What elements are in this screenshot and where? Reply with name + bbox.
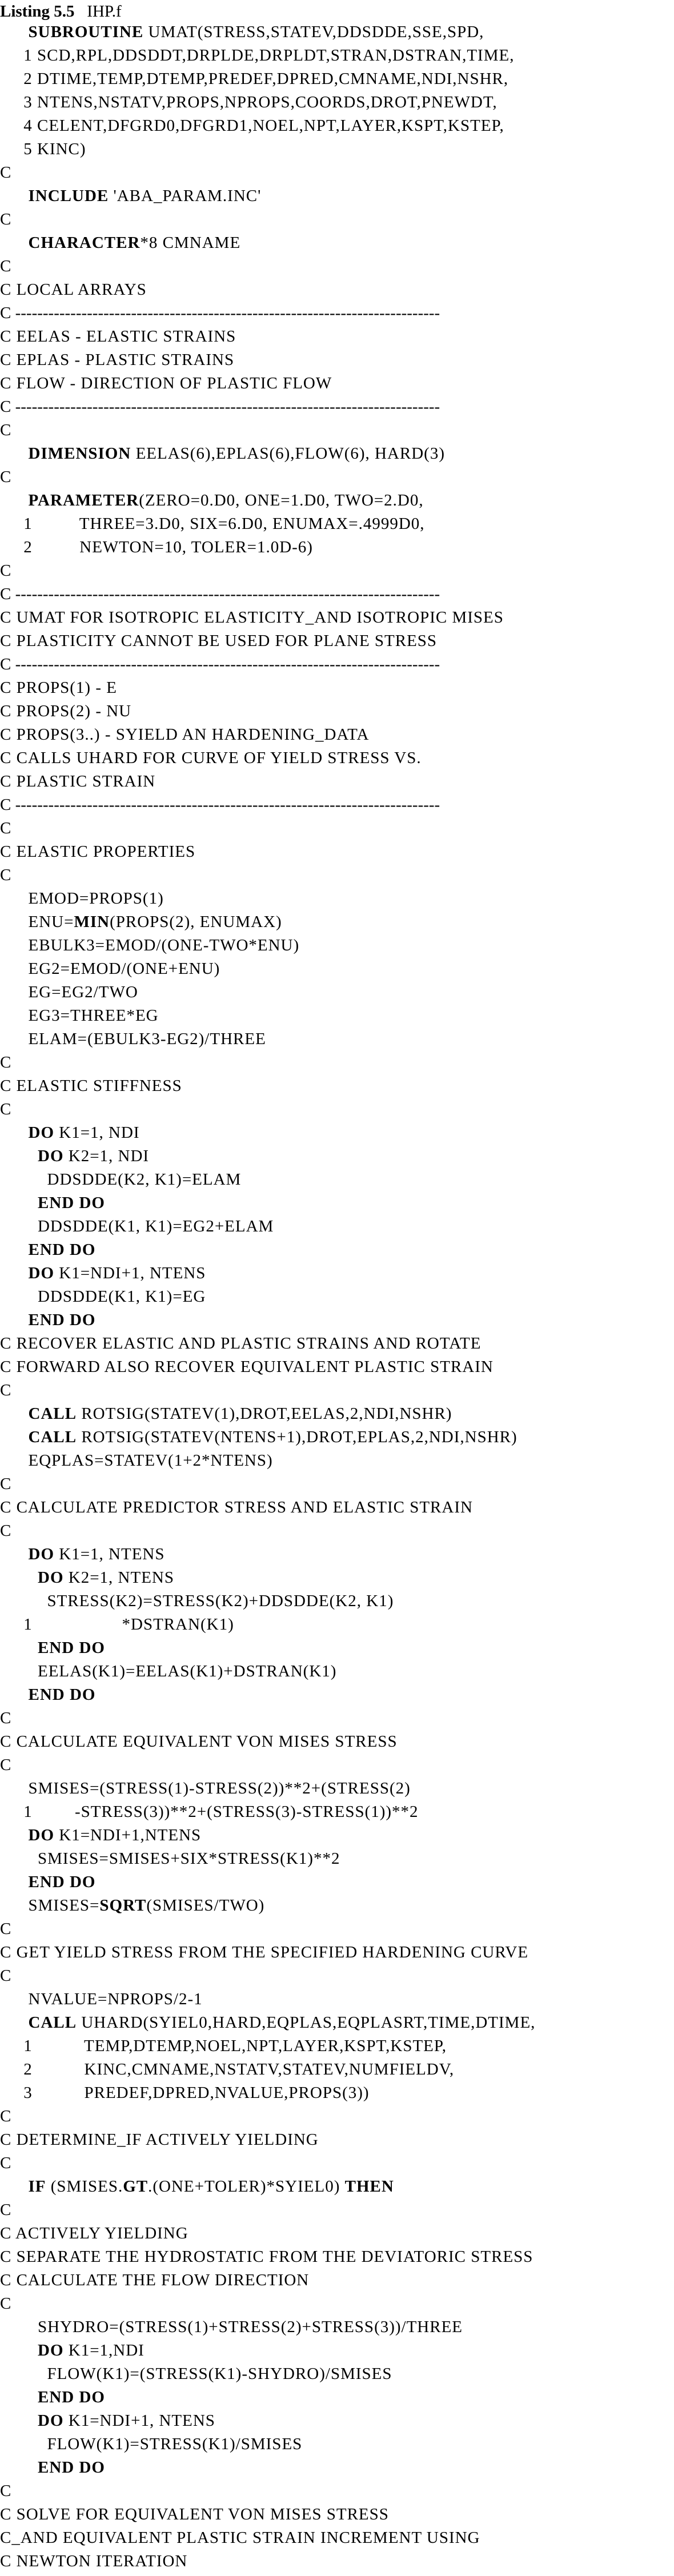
code-line	[0, 466, 11, 489]
code-keyword: DO	[28, 1124, 54, 1142]
listing-file-name: IHP.f	[87, 2, 122, 21]
code-text: C	[0, 421, 12, 439]
code-line	[0, 1707, 11, 1730]
code-line	[0, 2152, 11, 2175]
code-line	[0, 2081, 370, 2105]
code-text: K2=1, NDI	[63, 1147, 150, 1165]
code-text: 5 KINC)	[0, 140, 86, 158]
code-line	[0, 512, 425, 536]
code-line	[0, 536, 313, 559]
code-text: C LOCAL ARRAYS	[0, 280, 147, 299]
code-line	[0, 395, 440, 419]
code-line	[0, 1332, 481, 1355]
code-line	[0, 419, 11, 442]
code-keyword: DO	[28, 1826, 54, 1844]
code-line	[0, 1168, 241, 1191]
code-text: C SEPARATE THE HYDROSTATIC FROM THE DEVIATORIC STRESS	[0, 2248, 533, 2266]
code-text: C PROPS(3..) - SYIELD AN HARDENING_DATA	[0, 725, 370, 744]
code-text	[0, 1545, 29, 1563]
code-line	[0, 2503, 389, 2526]
code-line	[0, 2058, 454, 2081]
code-text: C ACTIVELY YIELDING	[0, 2224, 188, 2242]
code-line	[0, 1660, 336, 1683]
code-text: EG2=EMOD/(ONE+ENU)	[0, 960, 220, 978]
code-line	[0, 255, 11, 278]
code-line	[0, 67, 508, 91]
code-line	[0, 2362, 392, 2386]
code-line	[0, 1800, 419, 1824]
code-text	[0, 2458, 38, 2477]
code-text: C	[0, 2294, 12, 2313]
code-text: C	[0, 1053, 12, 1072]
code-line	[0, 2339, 145, 2362]
code-text: C -----------------------------------------------------------------------------	[0, 398, 440, 416]
code-line	[0, 629, 437, 653]
code-keyword: END DO	[28, 1311, 96, 1329]
code-line	[0, 2316, 463, 2339]
code-text: K1=NDI+1, NTENS	[63, 2412, 215, 2430]
code-keyword: CALL	[28, 1405, 77, 1423]
code-line	[0, 1355, 494, 1379]
code-keyword: END DO	[28, 1241, 96, 1259]
code-line	[0, 1051, 11, 1074]
code-line	[0, 1941, 528, 1964]
code-line	[0, 981, 138, 1004]
code-text: SHYDRO=(STRESS(1)+STRESS(2)+STRESS(3))/THREE	[0, 2318, 463, 2336]
code-line	[0, 2128, 319, 2152]
code-text: C	[0, 2154, 12, 2172]
code-keyword: END DO	[38, 1194, 105, 1212]
code-line	[0, 747, 422, 770]
code-line	[0, 1871, 95, 1894]
code-keyword: DIMENSION	[28, 444, 131, 463]
code-line	[0, 302, 440, 325]
code-text: 1 *DSTRAN(K1)	[0, 1615, 234, 1634]
code-line	[0, 184, 261, 208]
code-text: 1 -STRESS(3))**2+(STRESS(3)-STRESS(1))**2	[0, 1803, 419, 1821]
code-line	[0, 1519, 11, 1543]
code-text: C SOLVE FOR EQUIVALENT VON MISES STRESS	[0, 2505, 389, 2523]
code-text	[0, 1873, 29, 1891]
code-text: C PLASTICITY CANNOT BE USED FOR PLANE STRESS	[0, 632, 438, 650]
code-text: C	[0, 819, 12, 837]
code-text: C CALCULATE THE FLOW DIRECTION	[0, 2271, 310, 2289]
code-text: 2 DTIME,TEMP,DTEMP,PREDEF,DPRED,CMNAME,NDI,NSHR,	[0, 70, 509, 88]
code-text: (ZERO=0.D0, ONE=1.D0, TWO=2.D0,	[139, 491, 424, 509]
code-text: K1=NDI+1, NTENS	[54, 1264, 206, 1282]
code-line	[0, 1285, 206, 1309]
code-text: C	[0, 210, 12, 228]
code-line	[0, 1590, 394, 1613]
code-text	[0, 1194, 38, 1212]
code-text: C -----------------------------------------------------------------------------	[0, 796, 440, 814]
code-line	[0, 1496, 473, 1519]
code-line	[0, 489, 424, 512]
code-keyword: END DO	[28, 1873, 96, 1891]
code-text: C	[0, 1475, 12, 1493]
code-text: EMOD=PROPS(1)	[0, 889, 164, 908]
code-line	[0, 1028, 266, 1051]
code-line	[0, 2269, 309, 2292]
code-line	[0, 1238, 95, 1262]
code-line	[0, 700, 131, 723]
code-text: 1 SCD,RPL,DDSDDT,DRPLDE,DRPLDT,STRAN,DSTRAN,TIME,	[0, 46, 515, 65]
code-text: C_AND EQUIVALENT PLASTIC STRAIN INCREMENT USING	[0, 2529, 480, 2547]
code-text	[0, 1264, 29, 1282]
code-text: (PROPS(2), ENUMAX)	[110, 913, 282, 931]
code-text: (SMISES.	[46, 2177, 123, 2196]
code-text: ROTSIG(STATEV(NTENS+1),DROT,EPLAS,2,NDI,NSHR)	[77, 1428, 517, 1446]
code-line	[0, 1964, 11, 1988]
code-line	[0, 138, 86, 161]
code-line	[0, 1074, 182, 1098]
code-line	[0, 2550, 187, 2573]
code-text: NVALUE=NPROPS/2-1	[0, 1990, 203, 2008]
code-text	[0, 1428, 29, 1446]
code-line	[0, 864, 11, 887]
code-line	[0, 1098, 11, 1121]
code-text: C	[0, 1522, 12, 1540]
code-text	[0, 1241, 29, 1259]
code-text: C DETERMINE_IF ACTIVELY YIELDING	[0, 2130, 319, 2149]
code-line	[0, 2222, 188, 2245]
code-line	[0, 676, 117, 700]
code-text: C GET YIELD STRESS FROM THE SPECIFIED HARDENING CURVE	[0, 1943, 529, 1961]
code-line	[0, 2526, 480, 2550]
code-text: ENU=	[0, 913, 74, 931]
code-keyword: DO	[38, 2412, 64, 2430]
code-text	[0, 1124, 29, 1142]
code-text	[0, 23, 29, 41]
code-text: SMISES=SMISES+SIX*STRESS(K1)**2	[0, 1849, 340, 1868]
code-text	[0, 1686, 29, 1704]
code-line	[0, 1379, 11, 1402]
code-text: C ELASTIC STIFFNESS	[0, 1077, 182, 1095]
code-text: C EELAS - ELASTIC STRAINS	[0, 327, 236, 346]
code-line	[0, 1613, 234, 1636]
code-line	[0, 957, 220, 981]
code-text: UMAT(STRESS,STATEV,DDSDDE,SSE,SPD,	[143, 23, 484, 41]
code-text: EG=EG2/TWO	[0, 983, 138, 1001]
code-line	[0, 1262, 206, 1285]
code-text	[0, 1311, 29, 1329]
code-keyword: DO	[38, 1568, 64, 1587]
code-line	[0, 348, 234, 372]
code-text: C ELASTIC PROPERTIES	[0, 842, 196, 861]
code-text	[0, 2388, 38, 2406]
code-line	[0, 2245, 533, 2269]
code-text: DDSDDE(K1, K1)=EG2+ELAM	[0, 1217, 274, 1235]
code-text: C CALLS UHARD FOR CURVE OF YIELD STRESS VS.	[0, 749, 422, 767]
code-text	[0, 491, 29, 509]
code-text: EG3=THREE*EG	[0, 1006, 159, 1025]
code-line	[0, 817, 11, 840]
code-keyword: END DO	[38, 2388, 105, 2406]
code-text: C	[0, 866, 12, 884]
code-keyword: GT	[123, 2177, 149, 2196]
code-text: FLOW(K1)=STRESS(K1)/SMISES	[0, 2435, 303, 2453]
code-line	[0, 1894, 264, 1917]
code-line	[0, 1730, 398, 1754]
code-text	[0, 1405, 29, 1423]
code-line	[0, 1917, 11, 1941]
code-text	[0, 2341, 38, 2360]
code-text: C PROPS(1) - E	[0, 679, 117, 697]
code-line	[0, 934, 299, 957]
listing-label: Listing 5.5	[0, 2, 75, 21]
code-text	[0, 2177, 29, 2196]
code-text	[0, 1826, 29, 1844]
code-line	[0, 44, 514, 67]
code-line	[0, 1121, 140, 1145]
code-line	[0, 91, 498, 114]
code-line	[0, 583, 440, 606]
code-text: 'ABA_PARAM.INC'	[109, 187, 262, 205]
code-line	[0, 442, 445, 466]
code-line	[0, 793, 440, 817]
code-keyword: DO	[38, 1147, 64, 1165]
code-line	[0, 325, 236, 348]
code-line	[0, 2011, 535, 2035]
code-text: K1=1, NDI	[54, 1124, 140, 1142]
listing-caption	[0, 1, 122, 22]
code-keyword: CHARACTER	[28, 234, 141, 252]
code-line	[0, 1847, 340, 1871]
code-keyword: DO	[28, 1264, 54, 1282]
code-text: ELAM=(EBULK3-EG2)/THREE	[0, 1030, 266, 1048]
code-text: EELAS(K1)=EELAS(K1)+DSTRAN(K1)	[0, 1662, 337, 1680]
code-line	[0, 559, 11, 583]
code-text: *8 CMNAME	[140, 234, 241, 252]
code-text	[0, 1147, 38, 1165]
code-line	[0, 278, 147, 302]
code-line	[0, 1683, 95, 1707]
code-text: K2=1, NTENS	[63, 1568, 174, 1587]
code-text: C	[0, 1920, 12, 1938]
code-line	[0, 21, 484, 44]
code-line	[0, 2105, 11, 2128]
code-text	[0, 187, 29, 205]
code-line	[0, 2456, 105, 2479]
code-line	[0, 2175, 394, 2198]
code-text: 4 CELENT,DFGRD0,DFGRD1,NOEL,NPT,LAYER,KSPT,KSTEP,	[0, 117, 504, 135]
code-text: C EPLAS - PLASTIC STRAINS	[0, 351, 235, 369]
code-line	[0, 840, 195, 864]
code-text: SMISES=	[0, 1896, 100, 1915]
code-line	[0, 1215, 274, 1238]
code-text: C -----------------------------------------------------------------------------	[0, 655, 440, 673]
code-line	[0, 770, 155, 793]
code-keyword: THEN	[344, 2177, 394, 2196]
code-keyword: IF	[28, 2177, 46, 2196]
code-text	[0, 444, 29, 463]
code-text: C FORWARD ALSO RECOVER EQUIVALENT PLASTIC STRAIN	[0, 1358, 494, 1376]
code-text: C	[0, 1381, 12, 1399]
code-line	[0, 1191, 105, 1215]
code-text: C UMAT FOR ISOTROPIC ELASTICITY_AND ISOTROPIC MISES	[0, 608, 504, 627]
code-keyword: SUBROUTINE	[28, 23, 144, 41]
code-text: C	[0, 2482, 12, 2500]
code-text: C	[0, 2201, 12, 2219]
code-text: EBULK3=EMOD/(ONE-TWO*ENU)	[0, 936, 300, 954]
code-line	[0, 653, 440, 676]
code-text: EQPLAS=STATEV(1+2*NTENS)	[0, 1451, 273, 1470]
code-text: C -----------------------------------------------------------------------------	[0, 585, 440, 603]
code-text: FLOW(K1)=(STRESS(K1)-SHYDRO)/SMISES	[0, 2365, 392, 2383]
code-text: 2 NEWTON=10, TOLER=1.0D-6)	[0, 538, 313, 556]
code-text: C	[0, 257, 12, 275]
code-text: C	[0, 468, 12, 486]
code-text	[0, 1568, 38, 1587]
code-keyword: END DO	[28, 1686, 96, 1704]
code-text: C -----------------------------------------------------------------------------	[0, 304, 440, 322]
code-line	[0, 1472, 11, 1496]
code-line	[0, 2433, 302, 2456]
code-line	[0, 2409, 215, 2433]
code-text	[0, 1639, 38, 1657]
code-text: EELAS(6),EPLAS(6),FLOW(6), HARD(3)	[131, 444, 445, 463]
code-line	[0, 2386, 105, 2409]
code-line	[0, 372, 332, 395]
code-text: 1 THREE=3.D0, SIX=6.D0, ENUMAX=.4999D0,	[0, 515, 425, 533]
code-text: K1=1,NDI	[63, 2341, 145, 2360]
code-line	[0, 1426, 517, 1449]
code-text: C	[0, 1709, 12, 1727]
code-line	[0, 2035, 447, 2058]
code-line	[0, 2292, 11, 2316]
code-text: 2 KINC,CMNAME,NSTATV,STATEV,NUMFIELDV,	[0, 2060, 455, 2079]
code-line	[0, 1566, 174, 1590]
code-text: C RECOVER ELASTIC AND PLASTIC STRAINS AND ROTATE	[0, 1334, 482, 1353]
code-line	[0, 1777, 411, 1800]
code-text	[0, 234, 29, 252]
code-text: C	[0, 1967, 12, 1985]
code-keyword: SQRT	[99, 1896, 147, 1915]
code-text: UHARD(SYIEL0,HARD,EQPLAS,EQPLASRT,TIME,DTIME,	[77, 2013, 536, 2032]
code-line	[0, 910, 282, 934]
code-line	[0, 1309, 95, 1332]
code-text: DDSDDE(K1, K1)=EG	[0, 1287, 206, 1306]
code-line	[0, 2479, 11, 2503]
code-keyword: PARAMETER	[28, 491, 139, 509]
code-text: C	[0, 1100, 12, 1118]
code-keyword: DO	[38, 2341, 64, 2360]
code-text: ROTSIG(STATEV(1),DROT,EELAS,2,NDI,NSHR)	[77, 1405, 452, 1423]
code-line	[0, 114, 504, 138]
code-text: C	[0, 561, 12, 580]
code-text	[0, 2013, 29, 2032]
code-text: K1=1, NTENS	[54, 1545, 165, 1563]
code-line	[0, 2198, 11, 2222]
code-line	[0, 1402, 452, 1426]
code-line	[0, 1145, 149, 1168]
code-text: 1 TEMP,DTEMP,NOEL,NPT,LAYER,KSPT,KSTEP,	[0, 2037, 447, 2055]
code-keyword: CALL	[28, 2013, 77, 2032]
code-keyword: INCLUDE	[28, 187, 109, 205]
code-text: C	[0, 1756, 12, 1774]
code-text: K1=NDI+1,NTENS	[54, 1826, 202, 1844]
code-line	[0, 1543, 165, 1566]
code-text: SMISES=(STRESS(1)-STRESS(2))**2+(STRESS(2)	[0, 1779, 411, 1797]
code-line	[0, 231, 240, 255]
code-text: DDSDDE(K2, K1)=ELAM	[0, 1170, 242, 1189]
code-line	[0, 1636, 105, 1660]
code-keyword: DO	[28, 1545, 54, 1563]
code-text: C CALCULATE PREDICTOR STRESS AND ELASTIC STRAIN	[0, 1498, 473, 1516]
code-text: C	[0, 2107, 12, 2125]
code-text: C PROPS(2) - NU	[0, 702, 132, 720]
code-text: 3 PREDEF,DPRED,NVALUE,PROPS(3))	[0, 2084, 370, 2102]
code-keyword: END DO	[38, 2458, 105, 2477]
code-text: 3 NTENS,NSTATV,PROPS,NPROPS,COORDS,DROT,PNEWDT,	[0, 93, 498, 111]
code-text: C PLASTIC STRAIN	[0, 772, 156, 791]
code-text: C	[0, 163, 12, 182]
code-line	[0, 1004, 159, 1028]
code-text: C CALCULATE EQUIVALENT VON MISES STRESS	[0, 1732, 398, 1751]
code-line	[0, 161, 11, 184]
code-line	[0, 208, 11, 231]
code-line	[0, 1824, 201, 1847]
code-line	[0, 1449, 273, 1472]
code-text: C FLOW - DIRECTION OF PLASTIC FLOW	[0, 374, 332, 392]
code-line	[0, 606, 504, 629]
code-text: (SMISES/TWO)	[146, 1896, 265, 1915]
code-line	[0, 1754, 11, 1777]
code-text	[0, 2412, 38, 2430]
code-line	[0, 1988, 203, 2011]
code-line	[0, 723, 370, 747]
code-text: STRESS(K2)=STRESS(K2)+DDSDDE(K2, K1)	[0, 1592, 394, 1610]
code-keyword: CALL	[28, 1428, 77, 1446]
code-keyword: MIN	[74, 913, 110, 931]
code-text: .(ONE+TOLER)*SYIEL0)	[148, 2177, 345, 2196]
code-text: C NEWTON ITERATION	[0, 2552, 188, 2570]
code-line	[0, 887, 164, 910]
code-keyword: END DO	[38, 1639, 105, 1657]
